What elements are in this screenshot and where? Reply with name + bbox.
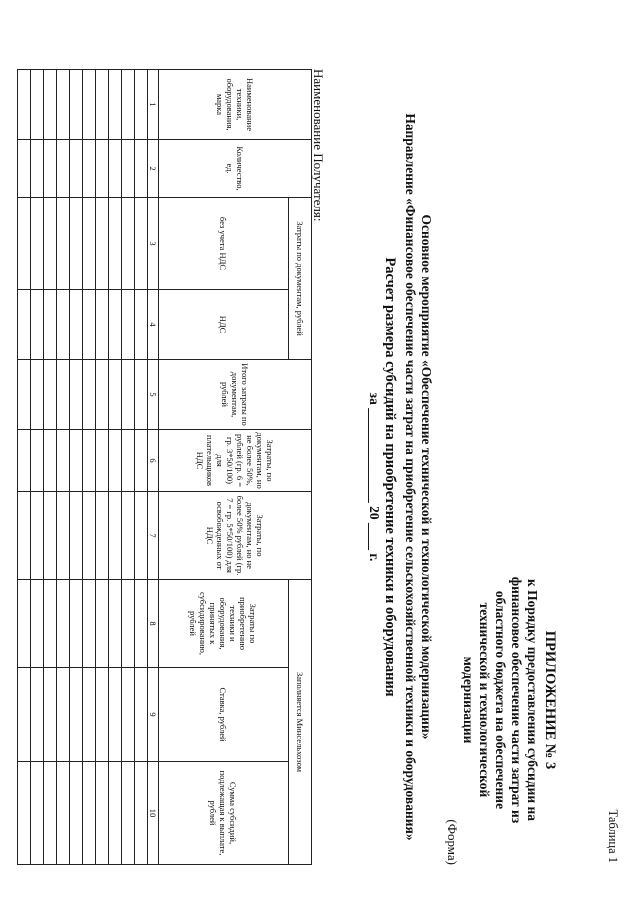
column-number-row	[148, 70, 159, 865]
calculation-title: Расчет размера субсидий на приобретение техники и оборудования	[382, 257, 398, 697]
form-label: (Форма)	[445, 819, 460, 865]
table-row	[70, 70, 83, 865]
appendix-header	[460, 535, 558, 865]
activity-title: Основное мероприятие «Обеспечение технической и технологической модернизации»	[419, 214, 434, 740]
col-header: Затраты, по документам, но не более 50% рублей (гр. 7 = гр. 5*50/100) для освобожденных от НДС	[159, 492, 312, 580]
col-number: 8	[148, 580, 159, 668]
document-titles	[366, 107, 434, 847]
table-row	[57, 70, 70, 865]
appendix-title: ПРИЛОЖЕНИЕ № 3	[542, 630, 558, 770]
direction-title: Направление «Финансовое обеспечение части затрат на приобретение сельскохозяйственной техники и оборудования»	[403, 113, 418, 841]
table-row	[135, 70, 148, 865]
table-row	[122, 70, 135, 865]
col-number: 6	[148, 430, 159, 492]
appendix-line: модернизации	[461, 656, 476, 744]
col-header: Затраты по приобретению техники и оборудования, принятых к субсидированию, рублей	[159, 580, 289, 668]
subsidy-table	[17, 69, 312, 865]
col-header: Количество, ед.	[159, 140, 312, 198]
col-number: 3	[148, 198, 159, 290]
col-number: 10	[148, 762, 159, 865]
table-row	[31, 70, 44, 865]
col-number: 9	[148, 668, 159, 762]
appendix-line: областного бюджета на обеспечение	[493, 590, 508, 810]
table-row	[109, 70, 122, 865]
recipient-label: Наименование Получателя:	[311, 69, 326, 222]
group-header-ministry: Заполняется Минсельхозом	[289, 580, 312, 865]
col-number: 2	[148, 140, 159, 198]
col-number: 5	[148, 360, 159, 430]
col-header: Ставка, рублей	[159, 668, 289, 762]
col-header: НДС	[159, 290, 289, 360]
col-number: 4	[148, 290, 159, 360]
document-page	[20, 27, 620, 877]
table-row	[18, 70, 31, 865]
appendix-line: к Порядку предоставления субсидии на	[525, 578, 540, 822]
group-header-costs: Затраты по документам, рублей	[289, 198, 312, 360]
col-header: Итого затраты по документам, рублей	[159, 360, 312, 430]
appendix-line: технической и технологической	[477, 602, 492, 798]
col-header: Сумма субсидий, подлежащая к выплате, рублей	[159, 762, 289, 865]
table-row	[96, 70, 109, 865]
table-row	[44, 70, 57, 865]
col-header: Затраты, по документам, но не более 50%, рублей (гр. 6 = гр. 3*50/100) для плательщиков НДС	[159, 430, 312, 492]
table-caption: Таблица 1	[606, 809, 620, 863]
col-number: 1	[148, 70, 159, 140]
table-header-row	[289, 70, 312, 865]
appendix-line: финансовое обеспечение части затрат из	[509, 576, 524, 824]
col-header: без учета НДС	[159, 198, 289, 290]
col-number: 7	[148, 492, 159, 580]
col-header: Наименование техники, оборудования, марка	[159, 70, 312, 140]
table-row	[83, 70, 96, 865]
period-line: за ______________ 20 ____ г.	[367, 392, 382, 562]
